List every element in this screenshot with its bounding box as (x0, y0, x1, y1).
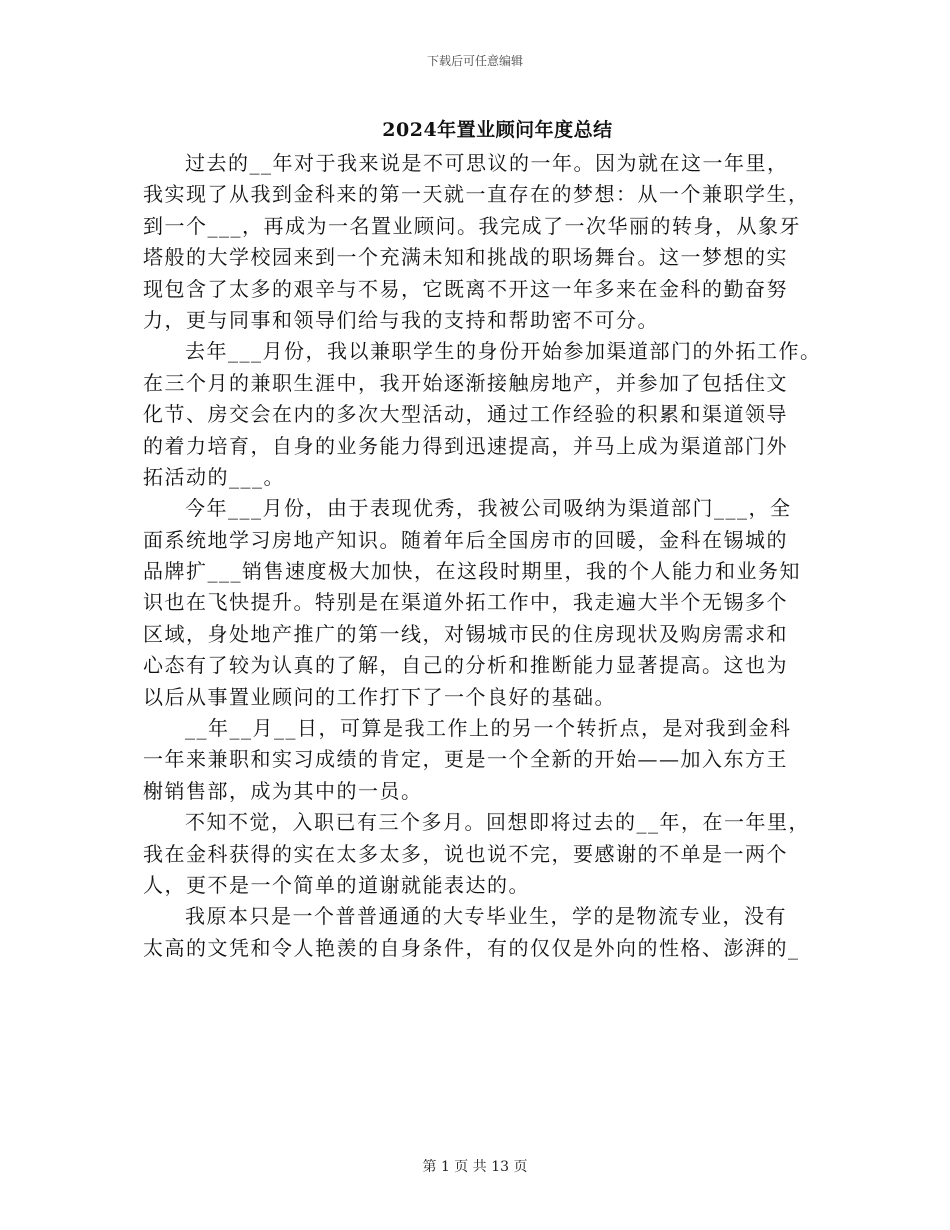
text-line: 力，更与同事和领导们给与我的支持和帮助密不可分。 (143, 307, 659, 332)
document-title: 2024年置业顾问年度总结 (382, 119, 613, 141)
text-line: 心态有了较为认真的了解，自己的分析和推断能力显著提高。这也为 (143, 653, 788, 678)
document-body (143, 148, 822, 964)
text-line: 我原本只是一个普普通通的大专毕业生，学的是物流专业，没有 (185, 904, 787, 929)
header-note: 下载后可任意编辑 (426, 54, 523, 68)
text-line: 在三个月的兼职生涯中，我开始逐渐接触房地产，并参加了包括住文 (143, 370, 788, 395)
text-line: 去年___月份，我以兼职学生的身份开始参加渠道部门的外拓工作。 (185, 339, 822, 364)
text-line: 到一个___，再成为一名置业顾问。我完成了一次华丽的转身，从象牙 (143, 213, 801, 238)
text-line: 今年___月份，由于表现优秀，我被公司吸纳为渠道部门___，全 (185, 496, 792, 521)
text-line: 过去的__年对于我来说是不可思议的一年。因为就在这一年里， (185, 151, 789, 175)
text-line: 现包含了太多的艰辛与不易，它既离不开这一年多来在金科的勤奋努 (143, 276, 788, 301)
text-line: 塔般的大学校园来到一个充满未知和挑战的职场舞台。这一梦想的实 (143, 245, 788, 270)
page-footer: 第 1 页 共 13 页 (422, 1159, 528, 1175)
text-line: 品牌扩___销售速度极大加快，在这段时期里，我的个人能力和业务知 (143, 559, 801, 584)
text-line: 我在金科获得的实在太多太多，说也说不完，要感谢的不单是一两个 (143, 841, 788, 866)
text-line: 化节、房交会在内的多次大型活动，通过工作经验的积累和渠道领导 (143, 402, 788, 427)
text-line: 识也在飞快提升。特别是在渠道外拓工作中，我走遍大半个无锡多个 (143, 590, 788, 615)
text-line: 太高的文凭和令人艳羡的自身条件，有的仅仅是外向的性格、澎湃的_ (143, 935, 800, 960)
text-line: 以后从事置业顾问的工作打下了一个良好的基础。 (143, 684, 616, 709)
text-line: 区域，身处地产推广的第一线，对锡城市民的住房现状及购房需求和 (143, 621, 788, 646)
text-line: 的着力培育，自身的业务能力得到迅速提高，并马上成为渠道部门外 (143, 433, 788, 458)
text-line: __年__月__日，可算是我工作上的另一个转折点，是对我到金科 (185, 716, 792, 741)
text-line: 不知不觉，入职已有三个多月。回想即将过去的__年，在一年里， (185, 810, 810, 835)
text-line: 一年来兼职和实习成绩的肯定，更是一个全新的开始——加入东方王 (143, 747, 788, 772)
text-line: 人，更不是一个简单的道谢就能表达的。 (143, 872, 530, 897)
text-line: 我实现了从我到金科来的第一天就一直存在的梦想：从一个兼职学生， (143, 182, 810, 207)
text-line: 拓活动的___。 (143, 464, 285, 489)
text-line: 面系统地学习房地产知识。随着年后全国房市的回暖，金科在锡城的 (143, 527, 788, 552)
text-line: 榭销售部，成为其中的一员。 (143, 778, 423, 803)
